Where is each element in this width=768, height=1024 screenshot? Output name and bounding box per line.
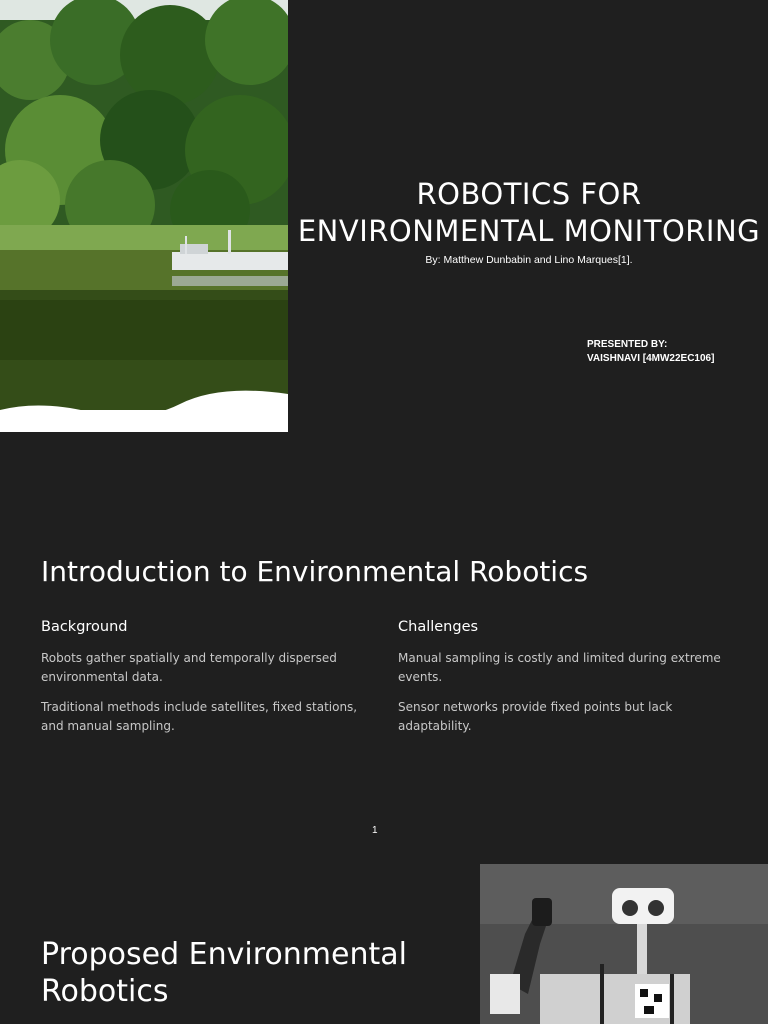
- title-slide: [0, 0, 768, 432]
- column-point: Manual sampling is costly and limited during extreme events.: [398, 651, 721, 684]
- introduction-slide: [0, 432, 768, 864]
- presenter-block: [587, 338, 714, 366]
- column-point: Sensor networks provide fixed points but lack adaptability.: [398, 700, 673, 733]
- lake-robot-photo: [0, 0, 288, 432]
- presented-by-label: PRESENTED BY:: [587, 339, 668, 350]
- slide-title: Introduction to Environmental Robotics: [41, 555, 589, 588]
- proposed-robotics-slide: [0, 864, 768, 1024]
- author-byline: By: Matthew Dunbabin and Lino Marques[1].: [425, 254, 633, 266]
- column-heading: Background: [41, 619, 128, 635]
- column-point: Robots gather spatially and temporally dispersed environmental data.: [41, 651, 337, 684]
- title-line-2: ENVIRONMENTAL MONITORING: [297, 214, 761, 248]
- column-heading: Challenges: [398, 619, 479, 635]
- column-point: Traditional methods include satellites, fixed stations, and manual sampling.: [41, 700, 358, 733]
- presentation-title: [290, 176, 768, 250]
- field-robot-photo: [480, 864, 768, 1024]
- slide-title: Proposed Environmental Robotics: [41, 937, 407, 1009]
- challenges-column: [398, 619, 748, 747]
- background-column: [41, 619, 371, 747]
- page-number: 1: [372, 825, 378, 836]
- presenter-name: VAISHNAVI [4MW22EC106]: [587, 353, 715, 364]
- title-line-1: ROBOTICS FOR: [416, 177, 642, 211]
